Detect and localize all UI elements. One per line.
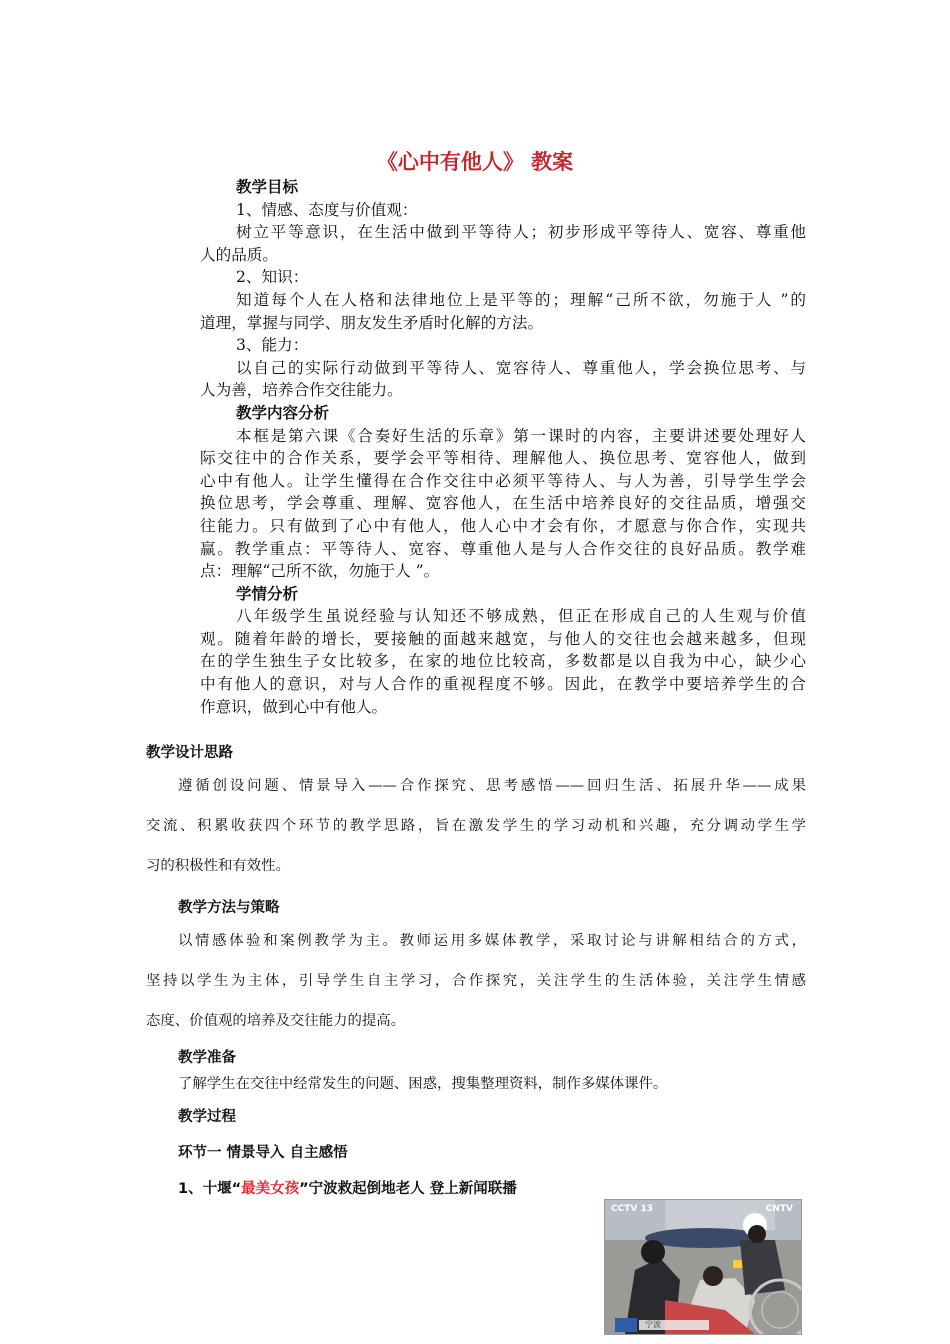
- design-line: 遵循创设问题、情景导入——合作探究、思考感悟——回归生活、拓展升华——成果: [178, 778, 806, 794]
- goal-3-label: 3、能力：: [236, 336, 309, 355]
- news-caption: 宁波: [645, 1320, 661, 1329]
- news-photo: [604, 1199, 802, 1335]
- method-line: 态度、价值观的培养及交往能力的提高。: [146, 1013, 406, 1029]
- section-heading-design: 教学设计思路: [146, 745, 233, 761]
- step-1-heading: 环节一 情景导入 自主感悟: [178, 1145, 348, 1161]
- method-line: 以情感体验和案例教学为主。教师运用多媒体教学，采取讨论与讲解相结合的方式，: [178, 933, 806, 949]
- design-line: 习的积极性和有效性。: [146, 858, 290, 874]
- students-line: 观。随着年龄的增长，要接触的面越来越宽，与他人的交往也会越来越多，但现: [200, 629, 806, 648]
- section-heading-prep: 教学准备: [178, 1050, 236, 1066]
- prep-text: 了解学生在交往中经常发生的问题、困惑，搜集整理资料，制作多媒体课件。: [178, 1076, 668, 1092]
- content-line: 心中有他人。让学生懂得在合作交往中必须平等待人、与人为善，引导学生学会: [200, 471, 806, 490]
- content-line: 际交往中的合作关系，要学会平等相待、理解他人、换位思考、宽容他人，做到: [200, 449, 806, 468]
- section-heading-method: 教学方法与策略: [178, 900, 280, 916]
- students-line: 在的学生独生子女比较多，在家的地位比较高，多数都是以自我为中心，缺少心: [200, 652, 806, 671]
- tv-logo-right: CNTV: [765, 1204, 793, 1214]
- method-line: 坚持以学生为主体，引导学生自主学习，合作探究，关注学生的生活体验，关注学生情感: [146, 973, 806, 989]
- section-heading-students: 学情分析: [236, 584, 299, 603]
- section-heading-content: 教学内容分析: [236, 403, 330, 422]
- goal-3-line-1: 以自己的实际行动做到平等待人、宽容待人、尊重他人，学会换位思考、与: [236, 358, 806, 377]
- goal-3-line-2: 人为善，培养合作交往能力。: [200, 381, 403, 400]
- tv-logo-left: CCTV 13: [611, 1204, 653, 1214]
- design-line: 交流、积累收获四个环节的教学思路，旨在激发学生的学习动机和兴趣，充分调动学生学: [146, 818, 806, 834]
- intro-block: [200, 176, 806, 718]
- content-line: 往能力。只有做到了心中有他人，他人心中才会有你，才愿意与你合作，实现共: [200, 516, 806, 535]
- method-paragraph: [146, 921, 806, 1041]
- news-prefix: 1、十堰“: [178, 1181, 242, 1197]
- content-line: 换位思考，学会尊重、理解、宽容他人，在生活中培养良好的交往品质，增强交: [200, 494, 806, 513]
- students-line: 作意识，做到心中有他人。: [200, 697, 388, 716]
- goal-2-line-2: 道理，掌握与同学、朋友发生矛盾时化解的方法。: [200, 313, 544, 332]
- content-line: 点：理解“己所不欲，勿施于人 ”。: [200, 562, 440, 581]
- students-line: 中有他人的意识，对与人合作的重视程度不够。因此，在教学中要培养学生的合: [200, 675, 806, 694]
- goal-2-label: 2、知识：: [236, 268, 309, 287]
- section-heading-process: 教学过程: [178, 1109, 236, 1125]
- news-headline: [178, 1177, 517, 1198]
- goal-1-line-1: 树立平等意识，在生活中做到平等待人；初步形成平等待人、宽容、尊重他: [236, 223, 806, 242]
- content-line: 赢。教学重点：平等待人、宽容、尊重他人是与人合作交往的良好品质。教学难: [200, 539, 806, 558]
- goal-2-line-1: 知道每个人在人格和法律地位上是平等的；理解“己所不欲，勿施于人 ”的: [236, 290, 806, 309]
- content-line: 本框是第六课《合奏好生活的乐章》第一课时的内容，主要讲述要处理好人: [236, 426, 806, 445]
- goal-1-line-2: 人的品质。: [200, 245, 278, 264]
- students-line: 八年级学生虽说经验与认知还不够成熟，但正在形成自己的人生观与价值: [236, 607, 806, 626]
- news-photo-illustration: [605, 1200, 801, 1334]
- section-heading-goals: 教学目标: [236, 178, 299, 196]
- page-title: 《心中有他人》 教案: [376, 150, 574, 174]
- goal-1-label: 1、情感、态度与价值观：: [236, 200, 418, 219]
- news-suffix: ”宁波救起倒地老人 登上新闻联播: [299, 1181, 517, 1197]
- news-highlight: 最美女孩: [241, 1181, 300, 1197]
- design-paragraph: [146, 766, 806, 886]
